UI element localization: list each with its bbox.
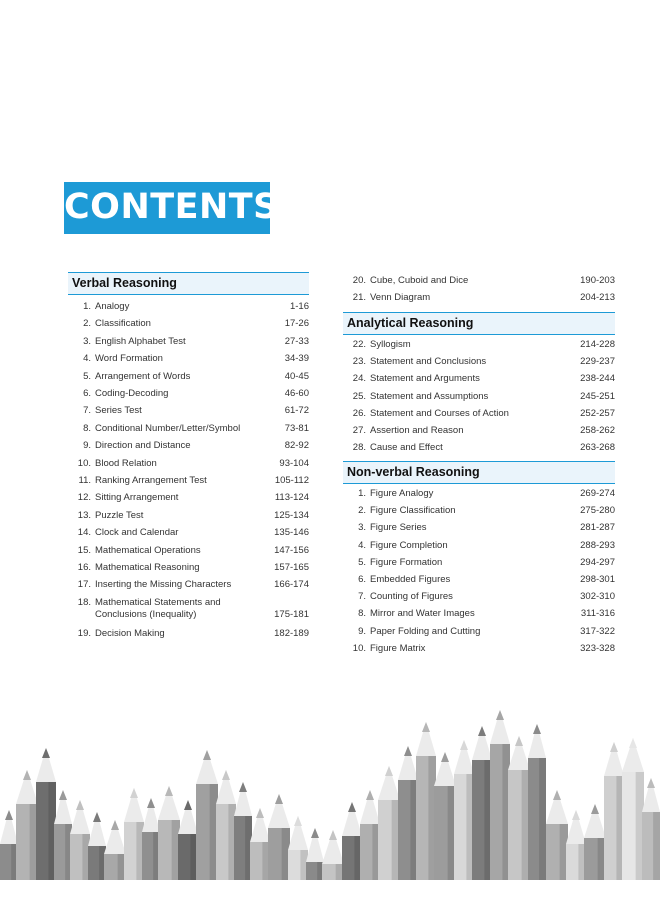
pencil xyxy=(16,770,38,880)
entry-number: 9. xyxy=(83,440,91,452)
pencil xyxy=(642,778,660,880)
toc-entry xyxy=(68,510,309,522)
page-title: CONTENTS xyxy=(64,187,279,227)
entry-pages: 269-274 xyxy=(580,488,615,499)
pencil xyxy=(234,782,252,880)
pencil xyxy=(216,770,236,880)
entry-number: 14. xyxy=(77,527,91,539)
entry-number: 25. xyxy=(352,390,366,402)
entry-number: 9. xyxy=(358,625,366,637)
entry-pages: 105-112 xyxy=(274,475,309,486)
entry-number: 5. xyxy=(83,370,91,382)
pencil xyxy=(604,742,624,880)
toc-entry xyxy=(343,643,615,655)
entry-pages: 147-156 xyxy=(274,544,309,556)
entry-title: Mathematical Statements and xyxy=(95,596,221,608)
entry-title: Venn Diagram xyxy=(370,292,431,303)
entry-title: Coding-Decoding xyxy=(95,388,169,399)
entry-number: 27. xyxy=(352,425,366,436)
toc-entry xyxy=(68,353,309,365)
toc-entry xyxy=(68,597,309,621)
verbal-continued-list xyxy=(343,272,615,312)
pencil xyxy=(104,820,126,880)
entry-number: 21. xyxy=(352,292,366,303)
toc-entry xyxy=(343,591,615,603)
toc-entry xyxy=(68,492,309,504)
analytical-list xyxy=(343,335,615,459)
entry-title: Word Formation xyxy=(95,353,163,365)
entry-number: 20. xyxy=(352,275,366,286)
entry-pages: 93-104 xyxy=(279,457,309,469)
entry-title: Cube, Cuboid and Dice xyxy=(370,275,469,286)
entry-pages: 275-280 xyxy=(580,505,615,517)
entry-pages: 166-174 xyxy=(274,579,309,591)
entry-number: 18. xyxy=(77,596,91,608)
toc-entry xyxy=(343,425,615,437)
entry-title: Decision Making xyxy=(95,627,165,639)
entry-pages: 175-181 xyxy=(274,608,309,620)
entry-number: 26. xyxy=(352,407,366,419)
entry-pages: 288-293 xyxy=(580,539,615,551)
entry-number: 23. xyxy=(352,356,366,368)
toc-entry xyxy=(343,574,615,586)
entry-number: 12. xyxy=(77,492,91,504)
toc-entry xyxy=(343,275,615,287)
toc-entry xyxy=(68,423,309,435)
entry-number: 4. xyxy=(358,539,366,551)
pencil xyxy=(268,794,290,880)
entry-pages: 298-301 xyxy=(580,574,615,585)
entry-title: Direction and Distance xyxy=(95,440,191,452)
entry-pages: 245-251 xyxy=(580,390,615,402)
entry-pages: 1-16 xyxy=(289,301,309,312)
entry-number: 1. xyxy=(83,301,91,312)
entry-title: Figure Classification xyxy=(370,505,456,517)
entry-number: 24. xyxy=(352,373,366,385)
pencil xyxy=(306,828,324,880)
entry-number: 7. xyxy=(83,405,91,417)
entry-number: 5. xyxy=(358,556,366,568)
entry-pages: 17-26 xyxy=(284,318,309,330)
entry-number: 7. xyxy=(358,591,366,603)
entry-title: Mathematical Operations xyxy=(95,544,201,556)
section-heading-analytical: Analytical Reasoning xyxy=(343,312,615,335)
entry-pages: 82-92 xyxy=(284,440,309,452)
pencil xyxy=(70,800,90,880)
entry-number: 19. xyxy=(77,627,91,639)
entry-number: 4. xyxy=(83,353,91,365)
pencil xyxy=(528,724,546,880)
entry-pages: 317-322 xyxy=(580,625,615,637)
entry-title: Embedded Figures xyxy=(370,574,451,585)
pencil xyxy=(454,740,474,880)
entry-pages: 252-257 xyxy=(580,407,615,419)
entry-number: 15. xyxy=(77,544,91,556)
entry-title: Mathematical Reasoning xyxy=(95,562,200,573)
entry-title: Classification xyxy=(95,318,151,330)
toc-entry xyxy=(68,458,309,470)
section-heading-nonverbal: Non-verbal Reasoning xyxy=(343,461,615,484)
contents-title-box xyxy=(64,182,279,234)
entry-pages: 40-45 xyxy=(284,370,309,382)
entry-number: 10. xyxy=(352,642,366,654)
toc-entry xyxy=(68,405,309,417)
toc-entry xyxy=(68,475,309,487)
entry-number: 6. xyxy=(358,574,366,585)
entry-pages: 34-39 xyxy=(284,353,309,365)
pencil xyxy=(196,750,218,880)
entry-number: 22. xyxy=(352,339,366,350)
entry-title: Paper Folding and Cutting xyxy=(370,625,481,637)
toc-entry xyxy=(68,628,309,640)
pencil xyxy=(288,816,308,880)
right-column xyxy=(343,272,615,660)
entry-number: 17. xyxy=(77,579,91,591)
entry-number: 2. xyxy=(358,505,366,517)
left-column xyxy=(68,272,309,645)
nonverbal-list xyxy=(343,484,615,660)
entry-number: 8. xyxy=(358,608,366,620)
entry-number: 10. xyxy=(77,457,91,469)
pencil xyxy=(54,790,72,880)
entry-title: Assertion and Reason xyxy=(370,425,464,436)
entry-pages: 258-262 xyxy=(580,425,615,436)
toc-entry xyxy=(68,579,309,591)
toc-entry xyxy=(343,442,615,454)
entry-pages: 214-228 xyxy=(580,339,615,350)
pencil xyxy=(566,810,586,880)
pencil xyxy=(0,810,18,880)
entry-pages: 182-189 xyxy=(274,627,309,639)
entry-pages: 125-134 xyxy=(274,509,309,521)
pencil xyxy=(36,748,56,880)
toc-entry xyxy=(343,339,615,351)
entry-number: 2. xyxy=(83,318,91,330)
entry-pages: 204-213 xyxy=(580,292,615,303)
entry-title: Arrangement of Words xyxy=(95,370,191,382)
entry-title: Figure Completion xyxy=(370,539,448,551)
entry-title: Figure Formation xyxy=(370,556,443,568)
entry-pages: 323-328 xyxy=(580,642,615,654)
pencil xyxy=(142,798,160,880)
toc-entry xyxy=(68,318,309,330)
pencil xyxy=(342,802,362,880)
entry-pages: 27-33 xyxy=(284,335,309,347)
entry-title: Figure Analogy xyxy=(370,488,434,499)
toc-entry xyxy=(343,608,615,620)
entry-title: English Alphabet Test xyxy=(95,335,186,347)
toc-entry xyxy=(68,388,309,400)
toc-entry xyxy=(343,356,615,368)
pencil xyxy=(250,808,270,880)
toc-entry xyxy=(68,440,309,452)
pencil xyxy=(546,790,568,880)
colored-pencils-illustration xyxy=(0,690,660,880)
toc-entry xyxy=(343,391,615,403)
entry-pages: 229-237 xyxy=(580,356,615,368)
pencil xyxy=(158,786,180,880)
pencil xyxy=(622,738,644,880)
pencil xyxy=(434,752,456,880)
toc-entry xyxy=(343,505,615,517)
toc-entry xyxy=(68,371,309,383)
toc-entry xyxy=(343,557,615,569)
entry-number: 13. xyxy=(77,509,91,521)
entry-number: 8. xyxy=(83,422,91,434)
toc-entry xyxy=(343,626,615,638)
entry-pages: 46-60 xyxy=(284,388,309,399)
entry-title: Counting of Figures xyxy=(370,591,453,603)
pencil xyxy=(584,804,606,880)
entry-pages: 61-72 xyxy=(284,405,309,417)
toc-entry xyxy=(343,292,615,304)
entry-pages: 190-203 xyxy=(580,275,615,286)
entry-pages: 294-297 xyxy=(580,556,615,568)
entry-title: Syllogism xyxy=(370,339,411,350)
entry-title: Series Test xyxy=(95,405,142,417)
entry-number: 6. xyxy=(83,388,91,399)
toc-entry xyxy=(68,301,309,313)
pencil xyxy=(378,766,400,880)
entry-title: Statement and Arguments xyxy=(370,373,480,385)
entry-number: 1. xyxy=(358,488,366,499)
entry-pages: 238-244 xyxy=(580,373,615,385)
entry-pages: 311-316 xyxy=(580,608,615,620)
entry-title: Statement and Courses of Action xyxy=(370,407,509,419)
entry-pages: 73-81 xyxy=(284,422,309,434)
pencil xyxy=(416,722,436,880)
entry-pages: 135-146 xyxy=(274,527,309,539)
entry-pages: 281-287 xyxy=(580,522,615,534)
entry-pages: 157-165 xyxy=(274,562,309,573)
toc-entry xyxy=(68,336,309,348)
toc-entry xyxy=(343,522,615,534)
entry-title: Figure Series xyxy=(370,522,427,534)
toc-entry xyxy=(343,540,615,552)
pencil xyxy=(490,710,510,880)
verbal-list xyxy=(68,295,309,645)
entry-title: Puzzle Test xyxy=(95,509,144,521)
entry-title: Statement and Conclusions xyxy=(370,356,487,368)
entry-pages: 302-310 xyxy=(580,591,615,603)
pencil xyxy=(124,788,144,880)
entry-title: Sitting Arrangement xyxy=(95,492,179,504)
toc-entry xyxy=(343,408,615,420)
toc-entry xyxy=(343,373,615,385)
entry-number: 3. xyxy=(358,522,366,534)
entry-number: 16. xyxy=(77,562,91,573)
toc-entry xyxy=(68,527,309,539)
entry-title: Mirror and Water Images xyxy=(370,608,475,620)
toc-entry xyxy=(343,488,615,500)
entry-title: Clock and Calendar xyxy=(95,527,179,539)
entry-title: Ranking Arrangement Test xyxy=(95,475,207,486)
pencil xyxy=(88,812,106,880)
entry-title-line2: Conclusions (Inequality) xyxy=(95,608,197,620)
entry-title: Inserting the Missing Characters xyxy=(95,579,232,591)
entry-pages: 263-268 xyxy=(580,442,615,454)
pencil xyxy=(508,736,530,880)
entry-title: Statement and Assumptions xyxy=(370,390,489,402)
entry-title: Cause and Effect xyxy=(370,442,443,454)
entry-number: 11. xyxy=(78,475,91,486)
entry-title: Conditional Number/Letter/Symbol xyxy=(95,422,241,434)
toc-entry xyxy=(68,545,309,557)
pencil xyxy=(360,790,380,880)
section-heading-verbal: Verbal Reasoning xyxy=(68,272,309,295)
entry-title: Analogy xyxy=(95,301,130,312)
pencil xyxy=(322,830,344,880)
pencil xyxy=(178,800,198,880)
entry-pages: 113-124 xyxy=(274,492,309,504)
toc-entry xyxy=(68,562,309,574)
pencil xyxy=(398,746,418,880)
entry-number: 28. xyxy=(352,442,366,454)
entry-number: 3. xyxy=(83,335,91,347)
entry-title: Blood Relation xyxy=(95,457,157,469)
pencil xyxy=(472,726,492,880)
entry-title: Figure Matrix xyxy=(370,642,426,654)
